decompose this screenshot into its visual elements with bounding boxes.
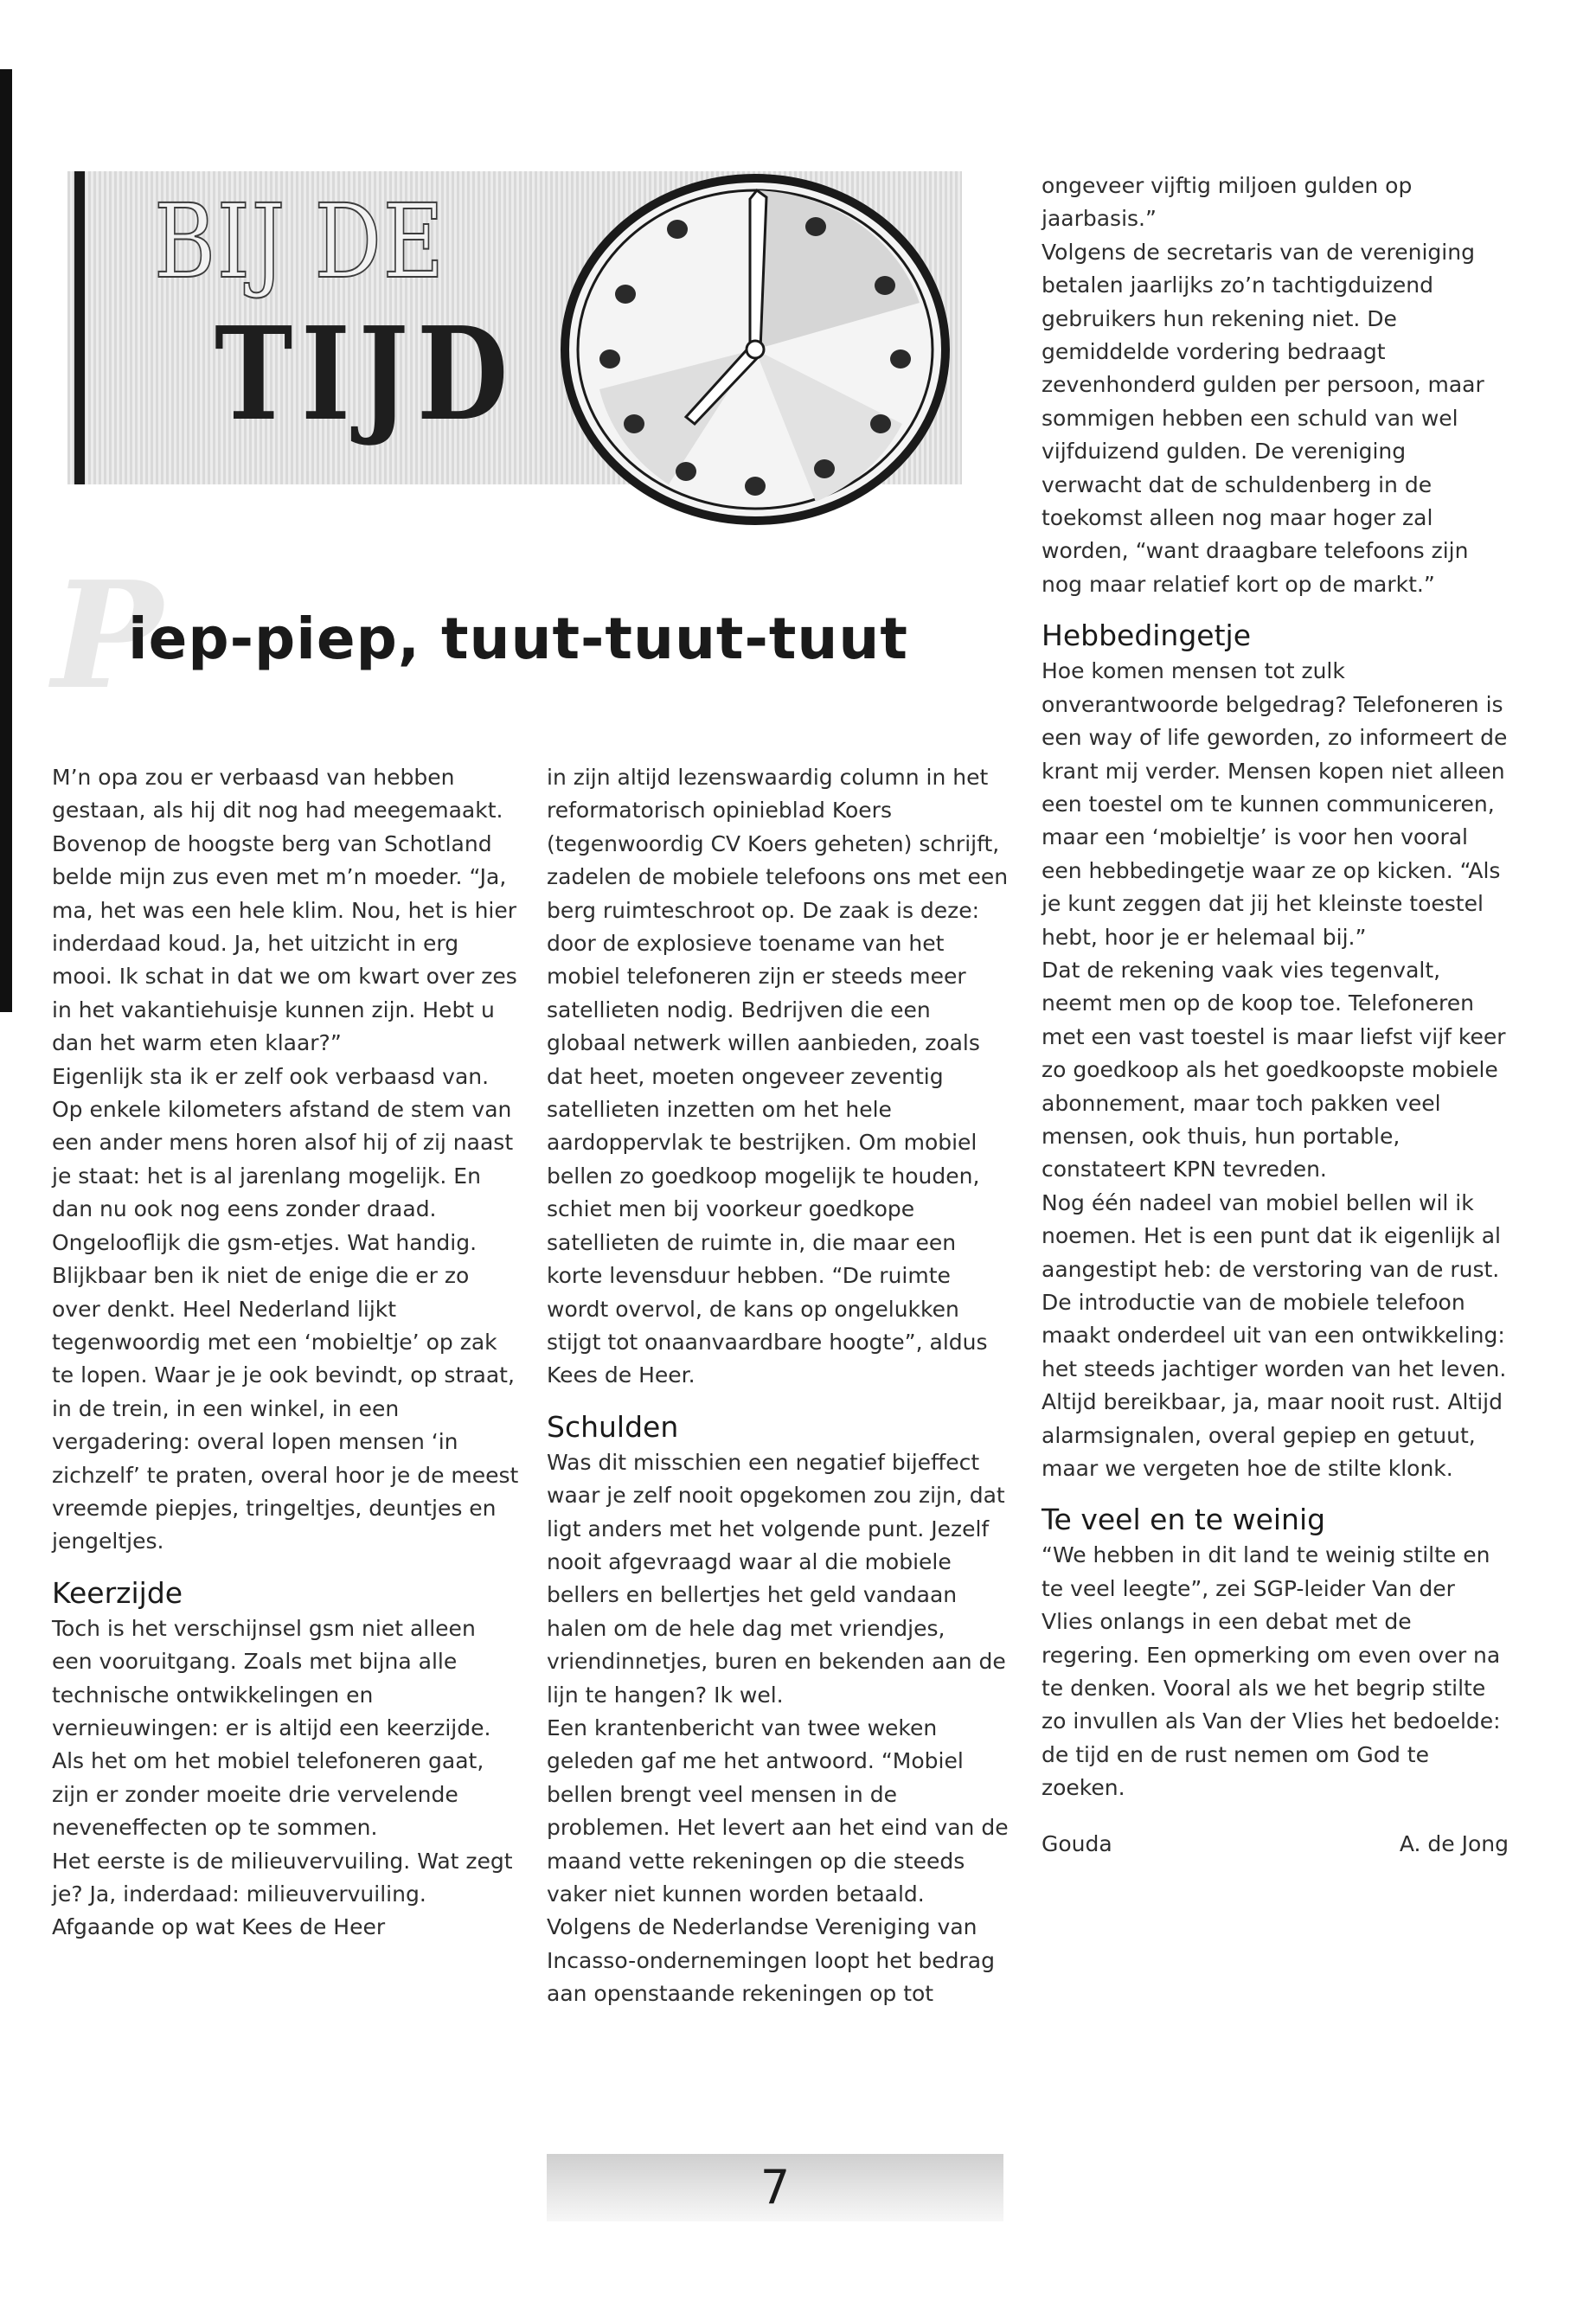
article-column-3 bbox=[1042, 170, 1509, 1861]
paragraph: Toch is het verschijnsel gsm niet alleen een vooruitgang. Zoals met bijna alle technische ontwikkelingen en vernieuwingen: er is altijd een keerzijde. Als het om het mobiel telefoneren gaat, zijn er zonder moeite drie vervelende neveneffecten op te sommen. bbox=[52, 1615, 491, 1841]
paragraph: Was dit misschien een negatief bijeffect waar je zelf nooit opgekomen zou zijn, dat ligt anders met het volgende punt. Jezelf nooit afgevraagd waar al die mobiele bellers en bellertjes het geld vandaan halen om de hele dag met vriendjes, vriendinnetjes, buren en bekenden aan de lijn te hangen? Ik wel. bbox=[547, 1449, 1006, 1708]
masthead-left-bar bbox=[74, 171, 85, 484]
article-column-2 bbox=[547, 761, 1014, 2011]
paragraph: Blijkbaar ben ik niet de enige die er zo over denkt. Heel Nederland lijkt tegenwoordig met een ‘mobieltje’ op zak te lopen. Waar je je ook bevindt, op straat, in de trein, in een winkel, in een vergadering: overal lopen mensen ‘in zichzelf’ te praten, overal hoor je de meest vreemde piepjes, tringeltjes, deuntjes en jengeltjes. bbox=[52, 1263, 519, 1554]
subheading-hebbedingetje: Hebbedingetje bbox=[1042, 619, 1252, 653]
clock-icon bbox=[556, 164, 954, 528]
paragraph: “We hebben in dit land te weinig stilte en te veel leegte”, zei SGP-leider Van der Vlies onlangs in een debat met de regering. Een opmerking om even over na te denken. Vooral als we het begrip stilte zo invullen als Van der Vlies het bedoelde: de tijd en de rust nemen om God te zoeken. bbox=[1042, 1542, 1501, 1801]
page-number: 7 bbox=[760, 2160, 791, 2214]
paragraph: ongeveer vijftig miljoen gulden op jaarbasis.” bbox=[1042, 173, 1413, 232]
signoff bbox=[1042, 1828, 1509, 1861]
paragraph: Nog één nadeel van mobiel bellen wil ik noemen. Het is een punt dat ik eigenlijk al aangestipt heb: de verstoring van de rust. De introductie van de mobiele telefoon maakt onderdeel uit van een ontwikkeling: het steeds jachtiger worden van het leven. Altijd bereikbaar, ja, maar nooit rust. Altijd alarmsignalen, overal gepiep en getuut, maar we vergeten hoe de stilte klonk. bbox=[1042, 1189, 1507, 1482]
paragraph: Volgens de secretaris van de vereniging betalen jaarlijks zo’n tachtigduizend gebruikers hun rekening niet. De gemiddelde vordering bedraagt zevenhonderd gulden per persoon, maar sommigen hebben een schuld van wel vijfduizend gulden. De vereniging verwacht dat de schuldenberg in de toekomst alleen nog maar hoger zal worden, “want draagbare telefoons zijn nog maar relatief kort op de markt.” bbox=[1042, 239, 1484, 597]
signoff-author: A. de Jong bbox=[1399, 1830, 1509, 1856]
headline-initial: P bbox=[52, 549, 163, 722]
article-column-1 bbox=[52, 761, 519, 1945]
subheading-keerzijde: Keerzijde bbox=[52, 1575, 183, 1610]
masthead-title-line2: TIJD bbox=[215, 298, 517, 449]
paragraph: in zijn altijd lezenswaardig column in het reformatorisch opinieblad Koers (tegenwoordig CV Koers geheten) schrijft, zadelen de mobiele telefoons ons met een berg ruimteschroot op. De zaak is deze: door de explosieve toename van het mobiel telefoneren zijn er steeds meer satellieten nodig. Bedrijven die een globaal netwerk willen aanbieden, zoals dat heet, moeten ongeveer zeventig satellieten inzetten om het hele aardoppervlak te bestrijken. Om mobiel bellen zo goedkoop mogelijk te houden, schiet men bij voorkeur goedkope satellieten de ruimte in, die maar een korte levensduur hebben. “De ruimte wordt overvol, de kans op ongelukken stijgt tot onaanvaardbare hoogte”, aldus Kees de Heer. bbox=[547, 765, 1009, 1388]
masthead-title-line1: BIJ DE bbox=[154, 182, 445, 301]
paragraph: Eigenlijk sta ik er zelf ook verbaasd van. Op enkele kilometers afstand de stem van een ander mens horen alsof hij of zij naast je staat: het is al jarenlang mogelijk. En dan nu ook nog eens zonder draad. Ongelooflijk die gsm-etjes. Wat handig. bbox=[52, 1063, 514, 1255]
subheading-schulden: Schulden bbox=[547, 1409, 679, 1444]
paragraph: Hoe komen mensen tot zulk onverantwoorde belgedrag? Telefoneren is een way of life geworden, zo informeert de krant mij verder. Mensen kopen niet alleen een toestel om te kunnen communiceren, maar een ‘mobieltje’ is voor hen vooral een hebbedingetje waar ze op kicken. “Als je kunt zeggen dat jij het kleinste toestel hebt, hoor je er helemaal bij.” bbox=[1042, 658, 1508, 950]
column-masthead bbox=[67, 164, 962, 484]
paragraph: Dat de rekening vaak vies tegenvalt, neemt men op de koop toe. Telefoneren met een vast toestel is maar liefst vijf keer zo goedkoop als het goedkoopste mobiele abonnement, maar toch pakken veel mensen, ook thuis, hun portable, constateert KPN tevreden. bbox=[1042, 957, 1506, 1183]
paragraph: Het eerste is de milieuvervuiling. Wat zegt je? Ja, inderdaad: milieuvervuiling. Afgaande op wat Kees de Heer bbox=[52, 1848, 513, 1940]
scan-edge-bar bbox=[0, 69, 12, 1012]
article-headline: iep-piep, tuut-tuut-tuut bbox=[128, 606, 908, 672]
subheading-te-veel-en-te-weinig: Te veel en te weinig bbox=[1042, 1503, 1326, 1537]
paragraph: Een krantenbericht van twee weken geleden gaf me het antwoord. “Mobiel bellen brengt veel mensen in de problemen. Het levert aan het eind van de maand vette rekeningen op die steeds vaker niet kunnen worden betaald. Volgens de Nederlandse Vereniging van Incasso-ondernemingen loopt het bedrag aan openstaande rekeningen op tot bbox=[547, 1715, 1009, 2007]
paragraph: M’n opa zou er verbaasd van hebben gestaan, als hij dit nog had meegemaakt. Bovenop de hoogste berg van Schotland belde mijn zus even met m’n moeder. “Ja, ma, het was een hele klim. Nou, het is hier inderdaad koud. Ja, het uitzicht in erg mooi. Ik schat in dat we om kwart over zes in het vakantiehuisje kunnen zijn. Hebt u dan het warm eten klaar?” bbox=[52, 765, 517, 1056]
signoff-place: Gouda bbox=[1042, 1830, 1112, 1856]
